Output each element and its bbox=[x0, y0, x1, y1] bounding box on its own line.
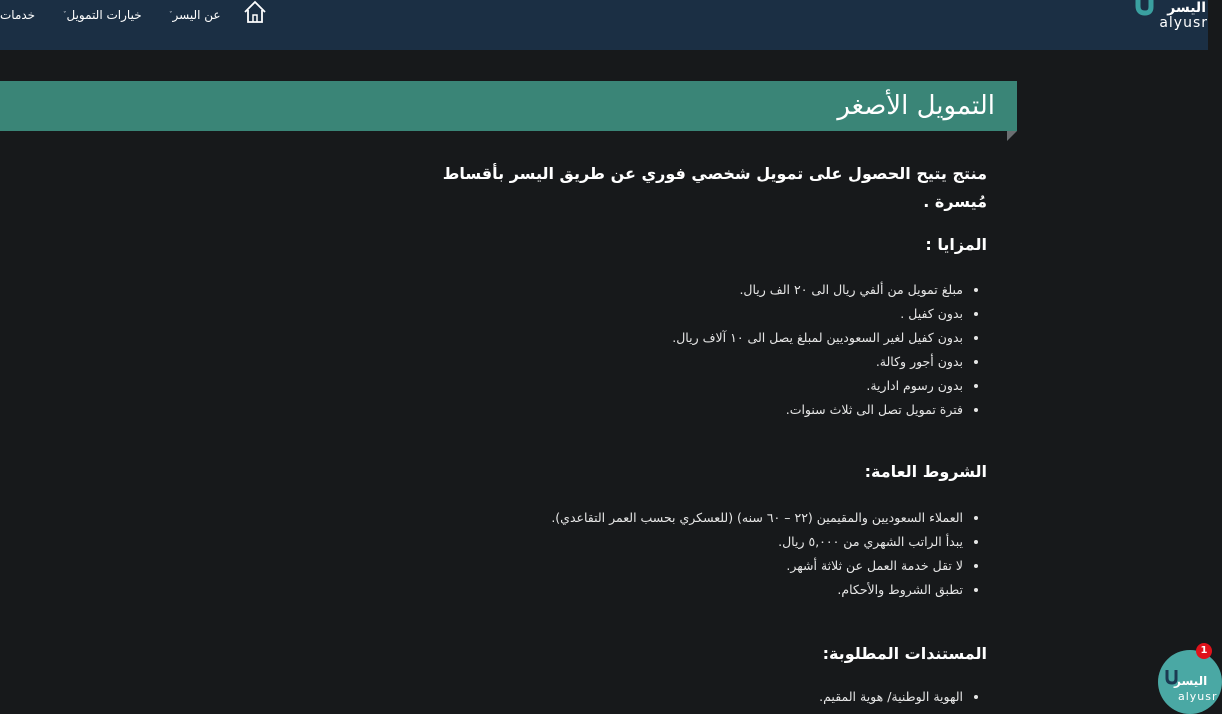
logo-english-text: alyusr bbox=[1159, 15, 1208, 31]
main-content bbox=[427, 160, 987, 709]
documents-title: المستندات المطلوبة: bbox=[822, 644, 987, 663]
home-icon[interactable] bbox=[242, 0, 268, 24]
conditions-title: الشروط العامة: bbox=[864, 462, 987, 481]
list-item: • يبدأ الراتب الشهري من ٥,٠٠٠ ريال. bbox=[427, 530, 963, 554]
product-intro: منتج يتيح الحصول على تمويل شخصي فوري عن طريق اليسر بأقساط مُيسرة . bbox=[442, 164, 987, 211]
list-item: • لا تقل خدمة العمل عن ثلاثة أشهر. bbox=[427, 554, 963, 578]
list-item: • بدون كفيل . bbox=[427, 302, 963, 326]
logo-mark-icon bbox=[1134, 0, 1156, 16]
nav-about-label: عن اليسر bbox=[172, 8, 221, 22]
features-title: المزايا : bbox=[925, 235, 987, 254]
chevron-down-icon: ˇ bbox=[63, 11, 67, 19]
features-list bbox=[427, 278, 987, 422]
logo-arabic-text: اليسر bbox=[1167, 0, 1206, 16]
list-item: • مبلغ تمويل من ألفي ريال الى ٢٠ الف ريال. bbox=[427, 278, 963, 302]
nav-about[interactable] bbox=[168, 6, 221, 24]
nav-financing-options[interactable] bbox=[62, 6, 142, 24]
nav-services[interactable]: خدمات bbox=[0, 8, 36, 22]
documents-list bbox=[427, 685, 987, 709]
banner-fold bbox=[1007, 131, 1017, 141]
list-item: • تطبق الشروط والأحكام. bbox=[427, 578, 963, 602]
list-item: • بدون أجور وكالة. bbox=[427, 350, 963, 374]
list-item: • فترة تمويل تصل الى ثلاث سنوات. bbox=[427, 398, 963, 422]
list-item: • بدون رسوم ادارية. bbox=[427, 374, 963, 398]
chat-english-text: alyusr bbox=[1178, 690, 1218, 703]
list-item: • الهوية الوطنية/ هوية المقيم. bbox=[427, 685, 963, 709]
chat-widget-button[interactable] bbox=[1158, 650, 1222, 714]
top-navbar bbox=[0, 0, 1208, 50]
site-logo[interactable] bbox=[1134, 0, 1208, 36]
list-item: • العملاء السعوديين والمقيمين (٢٢ – ٦٠ سنه) (للعسكري بحسب العمر التقاعدي). bbox=[427, 506, 963, 530]
page-title-banner bbox=[0, 81, 1017, 131]
chevron-down-icon: ˇ bbox=[169, 11, 173, 19]
nav-financing-options-label: خيارات التمويل bbox=[66, 8, 142, 22]
list-item: • بدون كفيل لغير السعوديين لمبلغ يصل الى ١٠ آلاف ريال. bbox=[427, 326, 963, 350]
conditions-list bbox=[427, 506, 987, 602]
notification-badge: 1 bbox=[1196, 643, 1212, 659]
chat-arabic-text: اليسر bbox=[1174, 674, 1208, 688]
page-title: التمويل الأصغر bbox=[837, 91, 995, 121]
